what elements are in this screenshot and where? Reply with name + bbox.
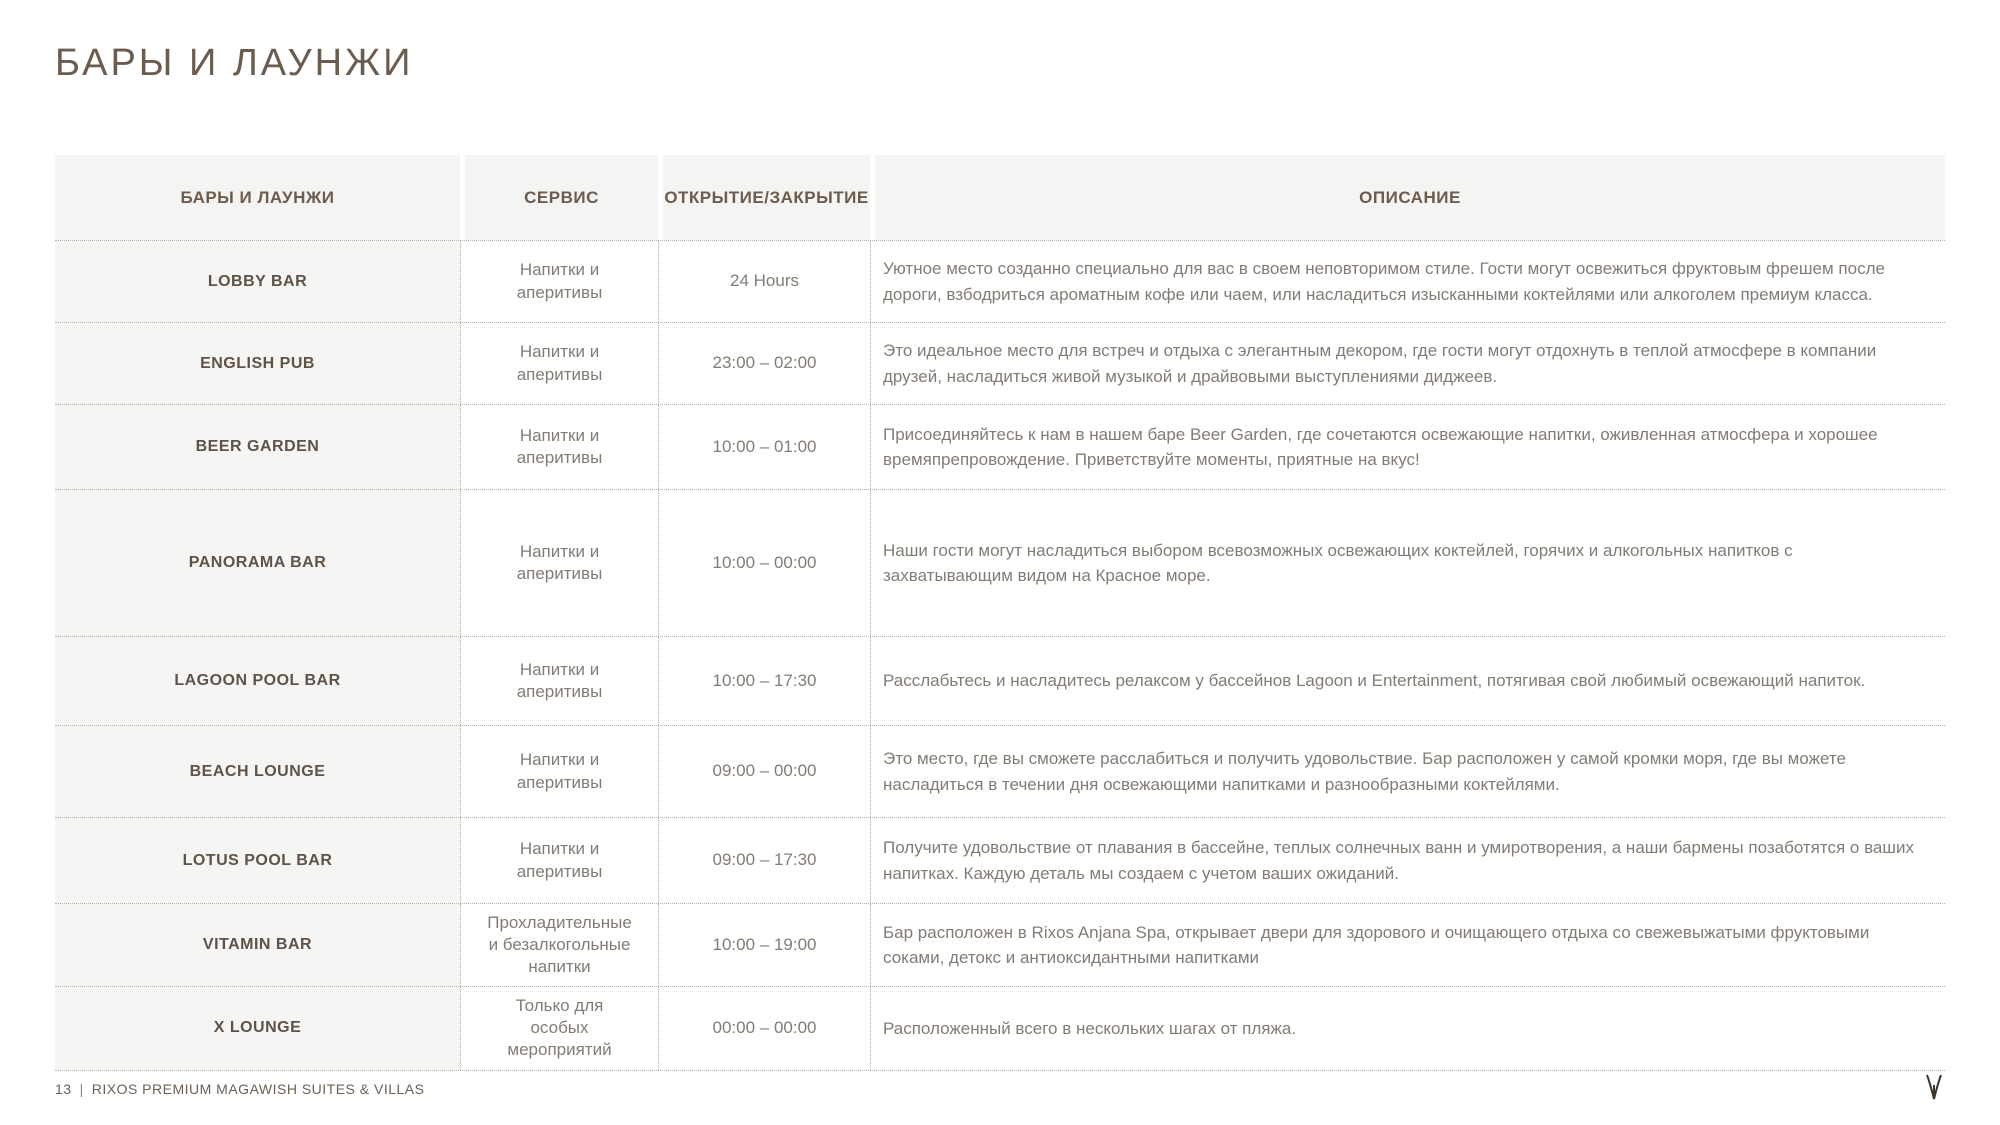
bar-hours: 09:00 – 17:30 [658,818,870,903]
bar-name: VITAMIN BAR [55,904,460,986]
table-row [55,323,1945,405]
bar-service: Напитки и аперитивы [460,818,658,903]
bar-name: LOTUS POOL BAR [55,818,460,903]
bar-hours: 10:00 – 19:00 [658,904,870,986]
bar-description: Бар расположен в Rixos Anjana Spa, открывает двери для здорового и очищающего отдыха со свежевыжатыми фруктовыми соками, детокс и антиоксидантными напитками [870,904,1945,986]
table-row [55,726,1945,818]
table-row [55,904,1945,987]
column-header-hours: ОТКРЫТИЕ/ЗАКРЫТИЕ [658,155,870,240]
table-header [55,155,1945,240]
bar-hours: 10:00 – 17:30 [658,637,870,725]
bar-name: BEACH LOUNGE [55,726,460,817]
bar-service: Напитки и аперитивы [460,637,658,725]
bar-description: Расположенный всего в нескольких шагах от пляжа. [870,987,1945,1069]
bar-name: X LOUNGE [55,987,460,1069]
bar-description: Расслабьтесь и насладитесь релаксом у бассейнов Lagoon и Entertainment, потягивая свой любимый освежающий напиток. [870,637,1945,725]
bar-service: Напитки и аперитивы [460,490,658,636]
table-row [55,987,1945,1070]
bar-service: Напитки и аперитивы [460,241,658,322]
column-header-service: СЕРВИС [460,155,658,240]
bar-hours: 09:00 – 00:00 [658,726,870,817]
bar-hours: 00:00 – 00:00 [658,987,870,1069]
footer-separator: | [79,1081,84,1097]
bar-description: Это идеальное место для встреч и отдыха с элегантным декором, где гости могут отдохнуть в теплой атмосфере в компании друзей, насладиться живой музыкой и драйвовыми выступлениями диджеев. [870,323,1945,404]
table-row [55,637,1945,726]
table-row [55,405,1945,490]
table-body [55,240,1945,1071]
bars-table [55,155,1945,1071]
column-header-bars: БАРЫ И ЛАУНЖИ [55,155,460,240]
bar-service: Напитки и аперитивы [460,405,658,489]
page-number: 13 [55,1081,72,1097]
table-row [55,818,1945,904]
bar-name: ENGLISH PUB [55,323,460,404]
bar-name: BEER GARDEN [55,405,460,489]
footer [55,1081,424,1097]
bar-description: Это место, где вы сможете расслабиться и получить удовольствие. Бар расположен у самой кромки моря, где вы можете насладиться в течении дня освежающими напитками и разнообразными коктейлями. [870,726,1945,817]
bar-service: Прохладительные и безалкогольные напитки [460,904,658,986]
bar-description: Получите удовольствие от плавания в бассейне, теплых солнечных ванн и умиротворения, а наши бармены позаботятся о ваших напитках. Каждую деталь мы создаем с учетом ваших ожиданий. [870,818,1945,903]
bar-description: Наши гости могут насладиться выбором всевозможных освежающих коктейлей, горячих и алкогольных напитков с захватывающим видом на Красное море. [870,490,1945,636]
bar-hours: 10:00 – 01:00 [658,405,870,489]
bar-name: LAGOON POOL BAR [55,637,460,725]
bar-name: LOBBY BAR [55,241,460,322]
bar-hours: 23:00 – 02:00 [658,323,870,404]
column-header-description: ОПИСАНИЕ [870,155,1945,240]
bar-hours: 24 Hours [658,241,870,322]
bar-service: Только для особых мероприятий [460,987,658,1069]
table-row [55,241,1945,323]
bar-hours: 10:00 – 00:00 [658,490,870,636]
bar-service: Напитки и аперитивы [460,726,658,817]
bar-description: Уютное место созданно специально для вас в своем неповторимом стиле. Гости могут освежиться фруктовым фрешем после дороги, взбодриться ароматным кофе или чаем, или насладиться изысканными коктейлями или алкоголем премиум класса. [870,241,1945,322]
bar-description: Присоединяйтесь к нам в нашем баре Beer Garden, где сочетаются освежающие напитки, оживленная атмосфера и хорошее времяпрепровождение. Приветствуйте моменты, приятные на вкус! [870,405,1945,489]
bar-name: PANORAMA BAR [55,490,460,636]
bar-service: Напитки и аперитивы [460,323,658,404]
rixos-logo-icon [1926,1073,1942,1101]
footer-brand: RIXOS PREMIUM MAGAWISH SUITES & VILLAS [91,1081,425,1097]
table-row [55,490,1945,637]
page-title: БАРЫ И ЛАУНЖИ [55,42,414,84]
